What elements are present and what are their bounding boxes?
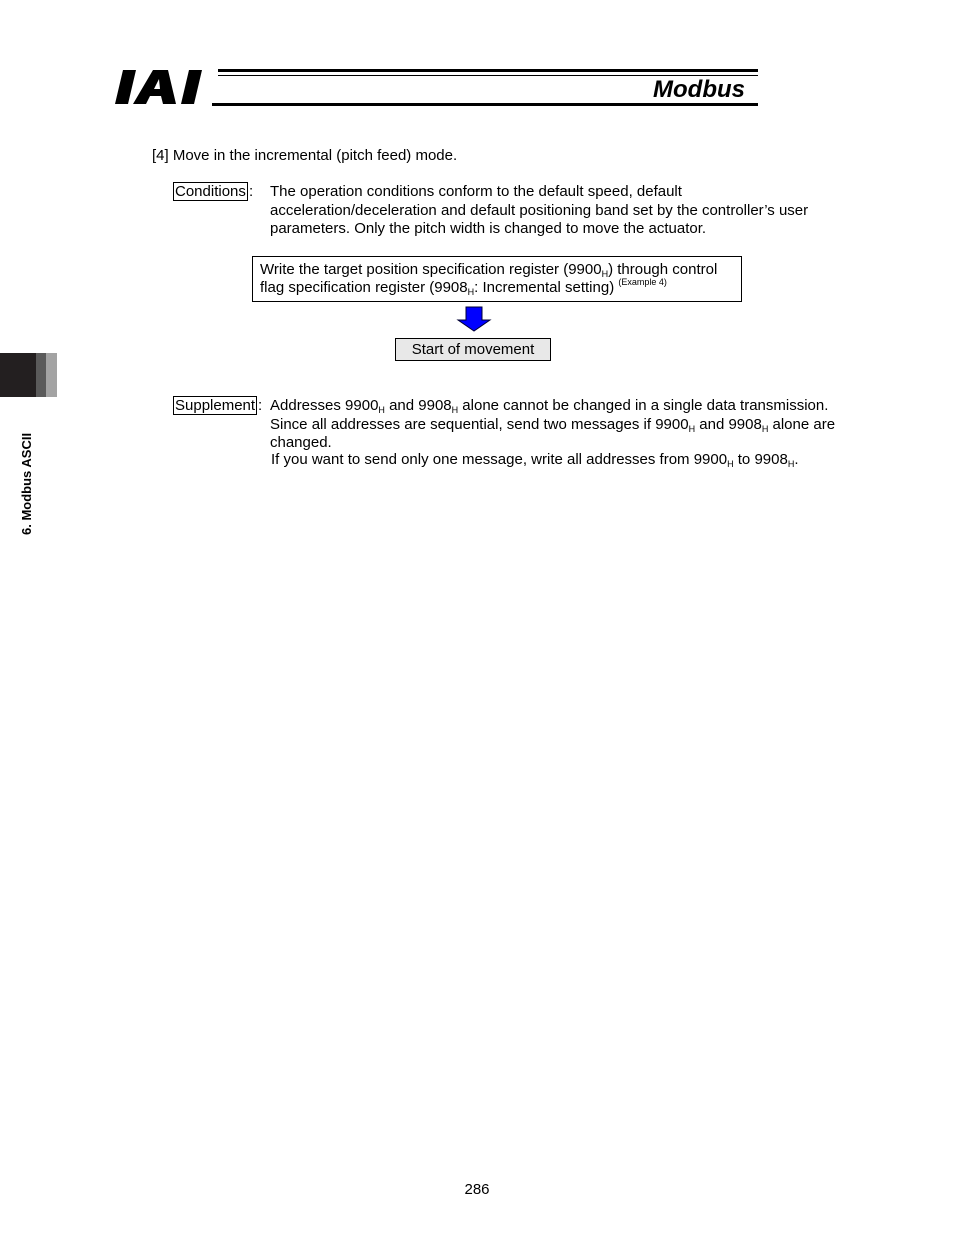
side-tab-block-mid (36, 353, 46, 397)
subscript-h: H (688, 423, 696, 434)
subscript-h: H (451, 405, 459, 415)
supplement-text-part: alone are changed. (270, 415, 836, 451)
supplement-note-part: to 9908 (733, 451, 788, 468)
conditions-label: Conditions (175, 183, 246, 200)
conditions-label-box (173, 183, 248, 200)
supplement-text-part: and 9908 (384, 397, 452, 414)
supplement-note-part: . (794, 451, 799, 468)
side-tab-block-dark (0, 353, 36, 397)
subscript-h: H (378, 405, 385, 415)
supplement-label-box (173, 397, 257, 414)
supplement-text-part: Addresses 9900 (270, 397, 379, 414)
subscript-h: H (787, 459, 795, 469)
start-of-movement-box: Start of movement (395, 338, 551, 361)
write-box-line-2 (260, 279, 734, 297)
conditions-colon: : (249, 183, 254, 200)
subscript-h: H (727, 459, 734, 469)
subscript-h: H (761, 423, 769, 434)
subscript-h: H (467, 287, 475, 297)
arrow-down-icon (456, 306, 492, 332)
supplement-note-part: If you want to send only one message, write all addresses from 9900 (271, 451, 728, 468)
supplement-label: Supplement (175, 397, 256, 414)
conditions-text: The operation conditions conform to the default speed, default acceleration/deceleration and default positioning band set by the controller’s user parameters. Only the pitch width is changed to move the actuator. (270, 183, 809, 237)
write-box-text-2: ) through control (608, 261, 718, 278)
supplement-colon: : (258, 397, 263, 414)
item-title: [4] Move in the incremental (pitch feed) mode. (152, 147, 458, 164)
supplement-text-part: alone cannot be changed in a single data transmission. Since all addresses are sequential, send two messages if 9900 (270, 397, 829, 433)
page-number: 286 (464, 1181, 490, 1198)
write-register-box (252, 256, 742, 302)
write-box-text-4: : Incremental setting) (474, 279, 619, 296)
example-reference: (Example 4) (618, 277, 667, 287)
supplement-text-part: and 9908 (695, 415, 762, 433)
header-title: Modbus (653, 76, 745, 103)
side-chapter-label: 6. Modbus ASCII (19, 432, 34, 535)
subscript-h: H (601, 269, 609, 279)
supplement-note (271, 451, 798, 468)
side-tab-block-light (46, 353, 57, 397)
iai-logo (113, 66, 213, 108)
write-box-text-1: Write the target position specification register (9900 (260, 261, 602, 278)
header-rule-top (218, 69, 758, 72)
write-box-text-3: flag specification register (9908 (260, 279, 468, 296)
supplement-text (270, 397, 850, 453)
